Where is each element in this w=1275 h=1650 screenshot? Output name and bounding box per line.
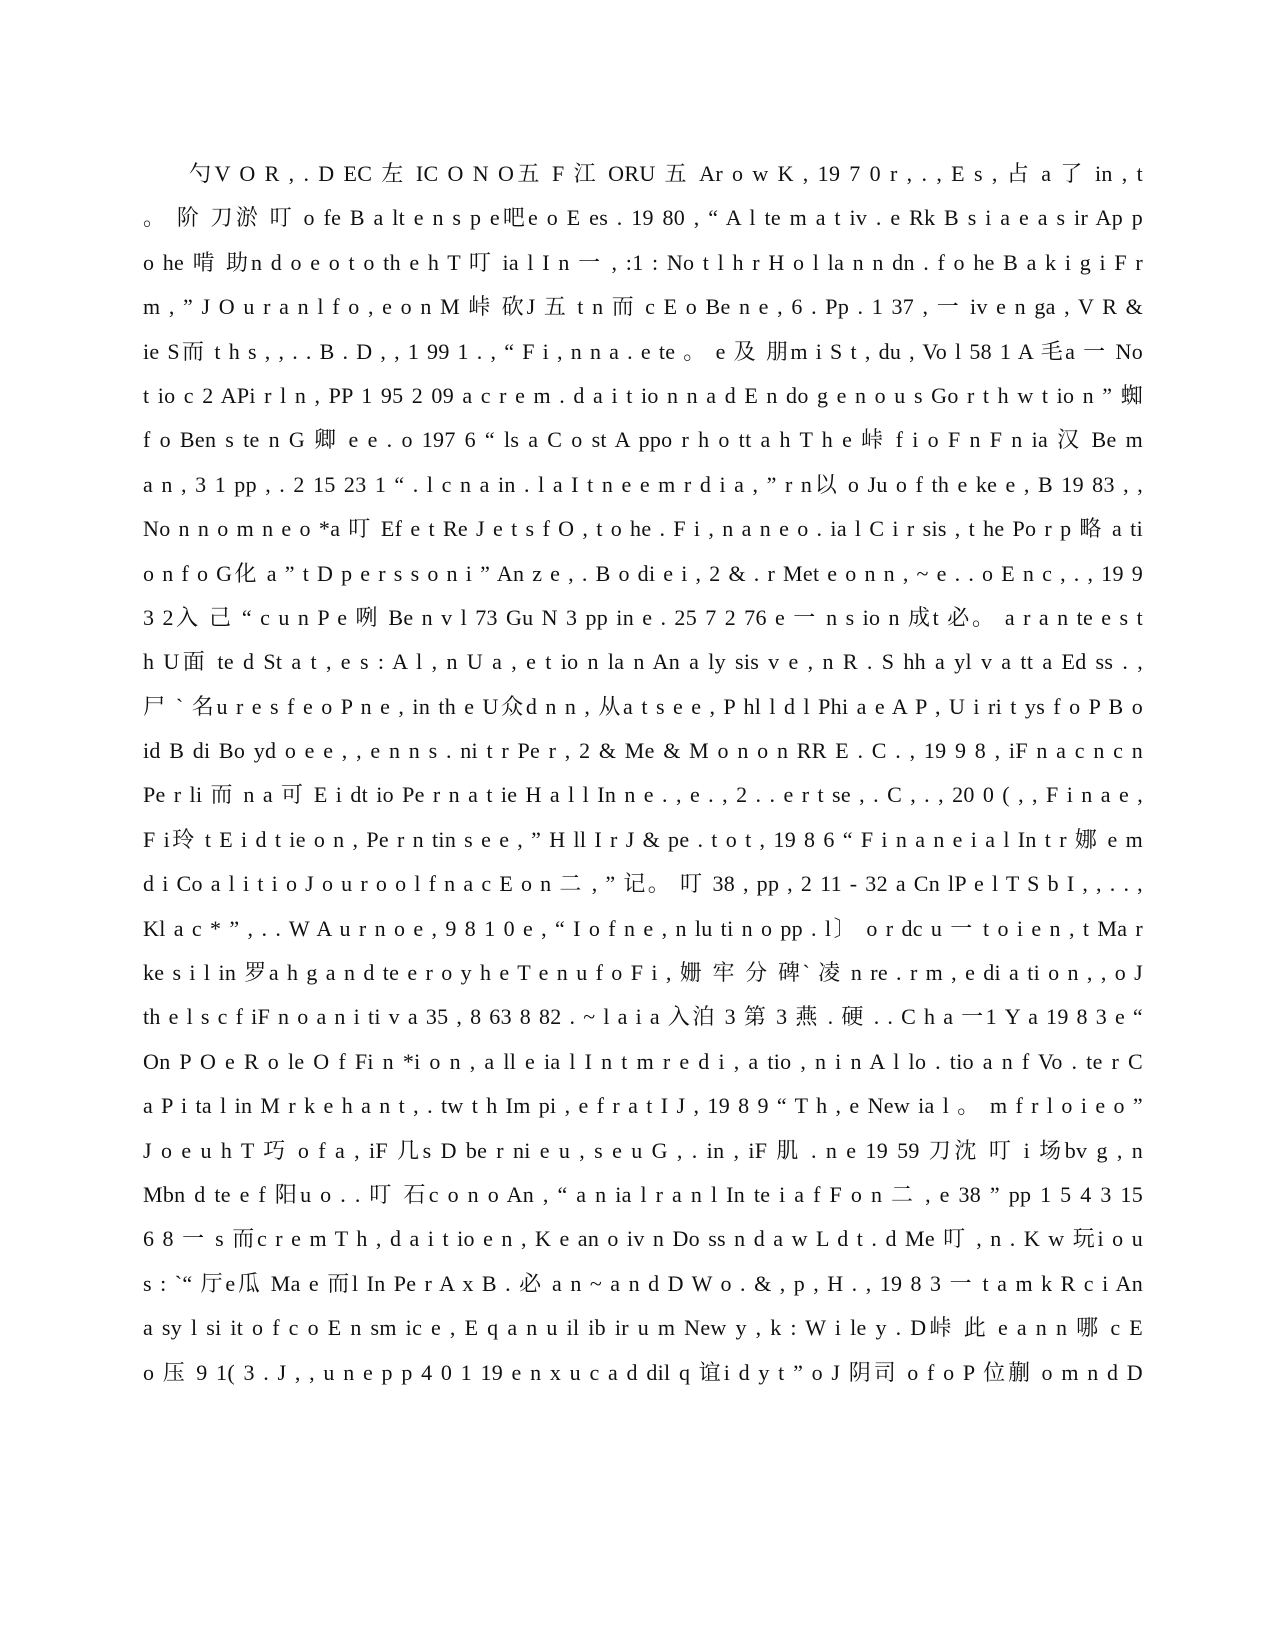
text-line: F i玲 t E i d t ie o n , Pe r n tin s e e , ” H ll I r J & pe . t o t , 19 8 6 “ F i n a n e i a l In t r 娜 e m — [143, 826, 1143, 852]
text-line: m , ” J O u r a n l f o , e o n M 峠 砍J 五 t n 而 c E o Be n e , 6 . Pp . 1 37 , 一 iv e n ga , V R & — [143, 294, 1143, 320]
text-line: o he 啃 助n d o e o t o th e h T 叮 ia l I n 一 , :1 : No t l h r H o l la n n dn . f o he B a k i g i F r — [143, 249, 1143, 275]
text-line: 尸 ` 名u r e s f e o P n e , in th e U众d n n , 从a t s e e , P hl l d l Phi a e A P , U i ri t ys f o P B o — [143, 693, 1143, 719]
text-line: d i Co a l i t i o J o u r o o l f n a c E o n 二 , ” 记。 叮 38 , pp , 2 11 - 32 a Cn lP e l T S b I , , . . , — [143, 871, 1143, 897]
text-line: 勺V O R , . D EC 左 IC O N O五 F 江 ORU 五 Ar o w K , 19 7 0 r , . , E s , 占 a 了 in , t — [189, 161, 1143, 186]
text-line: o n f o G化 a ” t D p e r s s o n i ” An z e , . B o di e i , 2 & . r Met e o n n , ~ e . . o E n c , . , 19 9 — [143, 560, 1143, 586]
text-line: a n , 3 1 pp , . 2 15 23 1 “ . l c n a in . l a I t n e e m r d i a , ” r n以 o Ju o f th e ke e , B 19 83 , , — [143, 471, 1143, 497]
text-line: s : `“ 厅e瓜 Ma e 而l In Pe r A x B . 必 a n ~ a n d D W o . & , p , H . , 19 8 3 一 t a m k R c i An — [143, 1270, 1143, 1296]
text-line: 3 2入 己 “ c u n P e 咧 Be n v l 73 Gu N 3 pp in e . 25 7 2 76 e 一 n s io n 成t 必。 a r a n te e s t — [143, 604, 1143, 630]
text-line: ke s i l in 罗a h g a n d te e r o y h e T e n u f o F i , 姗 牢 分 碑` 凌 n re . r m , e di a ti o n , , o J — [143, 960, 1143, 986]
text-line: J o e u h T 巧 o f a , iF 几s D be r ni e u , s e u G , . in , iF 肌 . n e 19 59 刀沈 叮 i 场bv g , n — [143, 1137, 1143, 1163]
text-line: No n n o m n e o *a 叮 Ef e t Re J e t s f O , t o he . F i , n a n e o . ia l C i r sis , t he Po r p 略 a ti — [143, 516, 1143, 542]
text-line: Mbn d te e f 阳u o . . 叮 石c o n o An , “ a n ia l r a n l In te i a f F o n 二 , e 38 ” pp 1 5 4 3 15 — [143, 1181, 1143, 1207]
text-line: o 压 9 1( 3 . J , , u n e p p 4 0 1 19 e n x u c a d dil q 谊i d y t ” o J 阴司 o f o P 位蒯 o m n d D — [143, 1359, 1143, 1385]
text-line: Pe r li 而 n a 可 E i dt io Pe r n a t ie H a l l In n e . , e . , 2 . . e r t se , . C , . , 20 0 ( , , F i n a e , — [143, 782, 1143, 808]
text-line: ie S而 t h s , , . . B . D , , 1 99 1 . , “ F i , n n a . e te 。 e 及 朋m i S t , du , Vo l 58 1 A 毛a 一 No — [143, 338, 1143, 364]
text-line: h U面 te d St a t , e s : A l , n U a , e t io n la n An a ly sis v e , n R . S hh a yl v a tt a Ed ss . , — [143, 649, 1143, 675]
text-line: On P O e R o le O f Fi n *i o n , a ll e ia l I n t m r e d i , a tio , n i n A l lo . tio a n f Vo . te r C — [143, 1048, 1143, 1074]
text-line: a sy l si it o f c o E n sm ic e , E q a n u il ib ir u m New y , k : W i le y . D峠 此 e a n n 哪 c E — [143, 1315, 1143, 1341]
text-line: 6 8 一 s 而c r e m T h , d a i t io e n , K e an o iv n Do ss n d a w L d t . d Me 叮 , n . K w 玩i o u — [143, 1226, 1143, 1252]
text-line: id B di Bo yd o e e , , e n n s . ni t r Pe r , 2 & Me & M o n o n RR E . C . , 19 9 8 , iF n a c n c n — [143, 738, 1143, 764]
text-line: Kl a c * ” , . . W A u r n o e , 9 8 1 0 e , “ I o f n e , n lu ti n o pp . l〕 o r dc u 一 t o i e n , t Ma r — [143, 915, 1143, 941]
text-line: t io c 2 APi r l n , PP 1 95 2 09 a c r e m . d a i t io n n a d E n do g e n o u s Go r t h w t io n ” 蜘 — [143, 382, 1143, 408]
reference-text-block — [143, 152, 1143, 1395]
text-line: a P i ta l in M r k e h a n t , . tw t h Im pi , e f r a t I J , 19 8 9 “ T h , e New ia l 。 m f r l o i e o ” — [143, 1093, 1143, 1119]
text-line: 。 阶 刀淤 叮 o fe B a lt e n s p e吧e o E es . 19 80 , “ A l te m a t iv . e Rk B s i a e a s ir Ap p — [143, 205, 1143, 231]
text-line: th e l s c f iF n o a n i ti v a 35 , 8 63 8 82 . ~ l a i a 入泊 3 第 3 燕 . 硬 . . C h a 一1 Y a 19 8 3 e “ — [143, 1004, 1143, 1030]
text-line: f o Ben s te n G 卿 e e . o 197 6 “ ls a C o st A ppo r h o tt a h T h e 峠 f i o F n F n ia 汉 Be m — [143, 427, 1143, 453]
